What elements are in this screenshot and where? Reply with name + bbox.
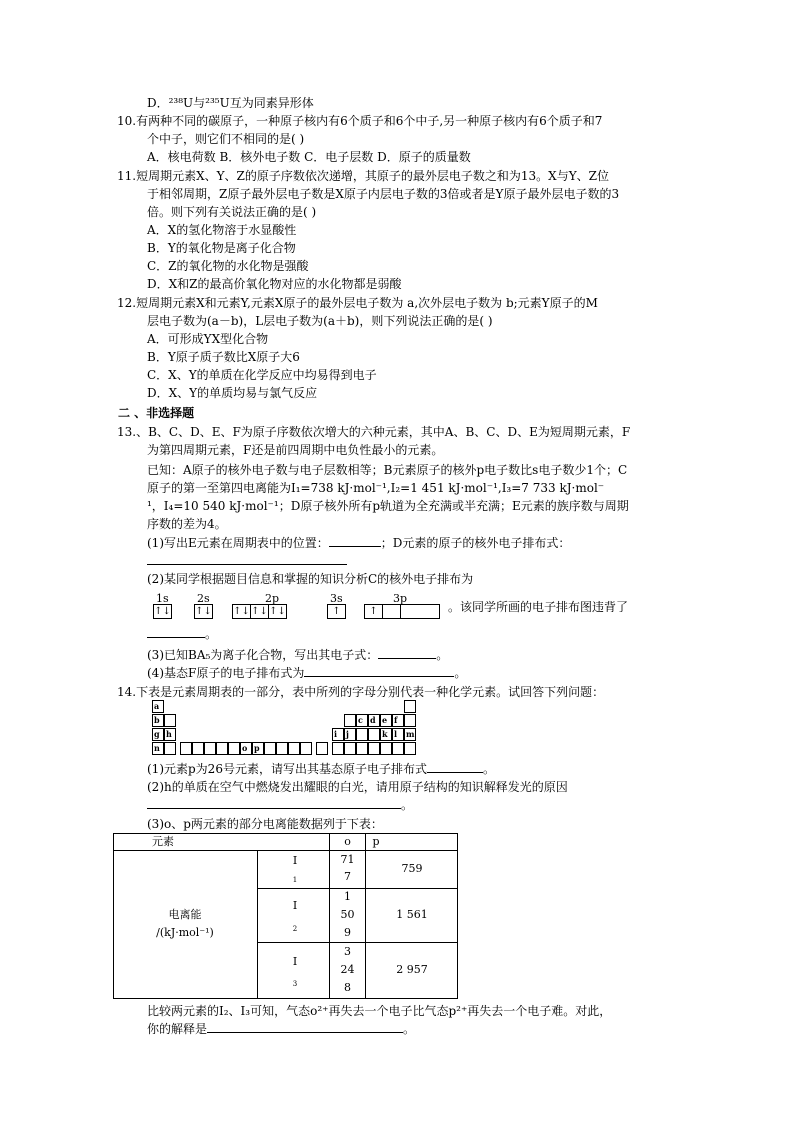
ion-row-i1-p: 759 [401,862,423,875]
pt-cell-empty [368,728,380,741]
q13-part1-text-b: ；D元素的原子的核外电子排布式： [380,536,571,550]
pt-cell-empty [288,742,300,755]
ion-row-i1-sub: 1 [292,876,298,884]
ion-row-i1-symbol: I [292,854,298,867]
q14-part3: (3)o、p两元素的部分电离能数据列于下表： [147,817,383,831]
q13-part3-blank[interactable] [378,646,436,659]
ion-header-element: 元素 [152,835,174,848]
pt-cell-empty [368,742,380,755]
ion-row-i1-o-a: 71 [340,853,355,866]
q11-option-c: C．Z的氧化物的水化物是强酸 [147,259,309,273]
pt-cell-empty [344,742,356,755]
q14-part1-blank[interactable] [427,760,483,773]
pt-cell-b: b [152,714,164,727]
pt-cell-l: l [392,728,404,741]
pt-cell-empty [392,742,404,755]
pt-cell-empty [380,742,392,755]
orbital-box-3p-2 [382,604,401,619]
pt-cell-empty [316,742,328,755]
pt-cell-c: c [356,714,368,727]
pt-cell-empty [356,728,368,741]
orbital-diagram [148,590,448,618]
ion-row-i2-o-b: 50 [340,908,355,921]
pt-cell-n: n [152,742,164,755]
orbital-box-2s: ↑↓ [195,606,212,617]
q14-stem: 14.下表是元素周期表的一部分，表中所列的字母分别代表一种化学元素。试回答下列问题： [117,685,605,699]
q12-option-d: D．X、Y的单质均易与氯气反应 [147,386,318,400]
q14-compare-line1: 比较两元素的I₂、I₃可知，气态o²⁺再失去一个电子比气态p²⁺再失去一个电子难。对此， [147,1004,612,1018]
ion-row-i2-o-a: 1 [344,890,351,903]
pt-cell-a: a [152,700,164,713]
q11-option-d: D．X和Z的最高价氧化物对应的水化物都是弱酸 [147,277,402,291]
pt-cell-p: p [252,742,264,755]
ion-row-i3-sub: 3 [292,980,298,988]
ion-row-i3-symbol: I [292,955,298,968]
ion-row-i2-o-c: 9 [344,926,351,939]
q13-part3: (3)已知BA₅为离子化合物，写出其电子式： 。 [147,648,449,662]
q13-part2-blank[interactable] [147,625,205,638]
pt-cell-empty [332,742,344,755]
q13-part1-blank-2[interactable] [147,552,347,565]
ion-table-row-line [257,942,458,943]
q13-stem-line6: 序数的差为4。 [147,517,227,531]
q10-stem-line1: 10.有两种不同的碳原子，一种原子核内有6个质子和6个中子,另一种原子核内有6个质子和7 [117,114,603,128]
ion-row-label-1: 电离能 [168,908,202,921]
q13-stem-line3: 已知：A原子的核外电子数与电子层数相等；B元素原子的核外p电子数比s电子数少1个；C [147,463,628,477]
pt-cell-empty [180,742,192,755]
q13-stem-line4: 原子的第一至第四电离能为I₁=738 kJ·mol⁻¹,I₂=1 451 kJ·mol⁻¹,I₃=7 733 kJ·mol⁻ [147,481,605,495]
q12-stem-line1: 12.短周期元素X和元素Y,元素X原子的最外层电子数为 a,次外层电子数为 b;元素Y原子的M [117,296,598,310]
q12-option-c: C．X、Y的单质在化学反应中均易得到电子 [147,368,377,382]
q13-stem-line1: 13.、B、C、D、E、F为原子序数依次增大的六种元素，其中A、B、C、D、E为短周期元素，F [117,425,631,439]
q13-part1-text: (1)写出E元素在周期表中的位置： [147,536,329,550]
ion-row-i3-p: 2 957 [396,963,428,976]
q13-part2: (2)某同学根据题目信息和掌握的知识分析C的核外电子排布为 [147,572,474,586]
pt-cell-empty [276,742,288,755]
pt-cell-empty [356,742,368,755]
ion-row-i3-o-c: 8 [344,981,351,994]
q11-option-b: B．Y的氧化物是离子化合物 [147,241,296,255]
ion-row-i2-p: 1 561 [396,908,428,921]
pt-cell-h: h [164,728,176,741]
pt-cell-empty [164,714,176,727]
pt-cell-e: e [380,714,392,727]
q14-part2-blank[interactable] [147,796,401,809]
q14-part1: (1)元素p为26号元素，请写出其基态原子电子排布式 。 [147,762,495,776]
pt-cell-empty [164,742,176,755]
ion-row-i3-o-b: 24 [340,963,355,976]
ion-row-label-2: /(kJ·mol⁻¹) [156,926,214,939]
pt-cell-empty [404,742,416,755]
q14-part2: (2)h的单质在空气中燃烧发出耀眼的白光，请用原子结构的知识解释发光的原因 [147,780,568,794]
q13-part2-tail: 。该同学所画的电子排布图违背了 [448,600,629,614]
ion-table-vline [257,850,258,999]
pt-cell-g: g [152,728,164,741]
q13-part1-blank-1[interactable] [329,534,381,547]
orbital-label-1s: 1s [156,592,169,605]
orbital-label-2p: 2p [265,592,280,605]
q13-part1 [147,534,570,552]
q11-stem-line1: 11.短周期元素X、Y、Z的原子序数依次递增，其原子的最外层电子数之和为13。X与Y、Z位 [117,169,609,183]
orbital-label-3s: 3s [330,592,343,605]
pt-cell-empty [404,714,416,727]
orbital-label-3p: 3p [393,592,408,605]
q11-stem-line2: 于相邻周期，Z原子最外层电子数是X原子内层电子数的3倍或者是Y原子最外层电子数的3 [147,187,620,201]
q13-part3-text: (3)已知BA₅为离子化合物，写出其电子式： [147,648,379,662]
ion-header-p: p [372,835,380,848]
q13-part2-blank-row: 。 [147,625,217,643]
ion-row-i3-o-a: 3 [344,945,351,958]
pt-cell-empty [204,742,216,755]
section-heading: 二 、非选择题 [118,406,195,420]
orbital-box-1s: ↑↓ [154,606,171,617]
pt-cell-i: i [332,728,344,741]
q13-part1-blank-2-row [147,552,347,570]
q14-compare-text: 你的解释是 [147,1022,208,1036]
ion-table-header-line [113,850,458,851]
pt-cell-o: o [240,742,252,755]
q14-part2-blank-row: 。 [147,796,413,814]
orbital-box-3p-1: ↑ [364,604,383,619]
ion-row-i1-o-b: 7 [344,870,351,883]
q13-part4-text: (4)基态F原子的电子排布式为 [147,666,305,680]
q13-part4-blank[interactable] [304,664,454,677]
pt-cell-empty [192,742,204,755]
orbital-label-2s: 2s [197,592,210,605]
q12-option-a: A．可形成YX型化合物 [147,332,269,346]
pt-cell-empty [404,700,416,713]
q12-stem-line2: 层电子数为(a－b)，L层电子数为(a＋b)，则下列说法正确的是( ) [147,314,493,328]
ion-header-o: o [344,835,351,848]
q9-option-d: D．²³⁸U与²³⁵U互为同素异形体 [147,96,314,110]
q13-stem-line5: ¹，I₄=10 540 kJ·mol⁻¹；D原子核外所有p轨道为全充满或半充满；E元素的族序数与周期 [147,499,629,513]
pt-cell-f: f [392,714,404,727]
pt-cell-empty [264,742,276,755]
pt-cell-empty [228,742,240,755]
pt-cell-j: j [344,728,356,741]
orbital-box-3s: ↑ [327,604,346,619]
orbital-box-2p-3: ↑↓ [269,606,286,617]
pt-cell-empty [344,714,356,727]
ion-row-i2-sub: 2 [292,925,298,933]
q11-option-a: A．X的氢化物溶于水显酸性 [147,223,297,237]
q12-option-b: B．Y原子质子数比X原子大6 [147,350,300,364]
pt-cell-d: d [368,714,380,727]
q11-stem-line3: 倍。则下列有关说法正确的是( ) [147,205,317,219]
orbital-box-2p-1: ↑↓ [233,606,250,617]
ion-row-i2-symbol: I [292,899,298,912]
pt-cell-empty [216,742,228,755]
q10-options: A．核电荷数 B．核外电子数 C．电子层数 D．原子的质量数 [147,150,471,164]
q14-compare-line2: 你的解释是 。 [147,1022,416,1036]
ion-table-row-line [257,888,458,889]
q13-stem-line2: 为第四周期元素，F还是前四周期中电负性最小的元素。 [147,443,444,457]
pt-cell-m: m [406,729,415,739]
q14-compare-blank[interactable] [207,1020,403,1033]
orbital-box-2p-2: ↑↓ [251,606,268,617]
q13-part4: (4)基态F原子的电子排布式为 。 [147,666,467,680]
pt-cell-k: k [380,728,392,741]
q14-part1-text: (1)元素p为26号元素，请写出其基态原子电子排布式 [147,762,427,776]
q10-stem-line2: 个中子，则它们不相同的是( ) [147,132,305,146]
orbital-box-3p-3 [400,604,440,619]
pt-cell-empty [300,742,312,755]
